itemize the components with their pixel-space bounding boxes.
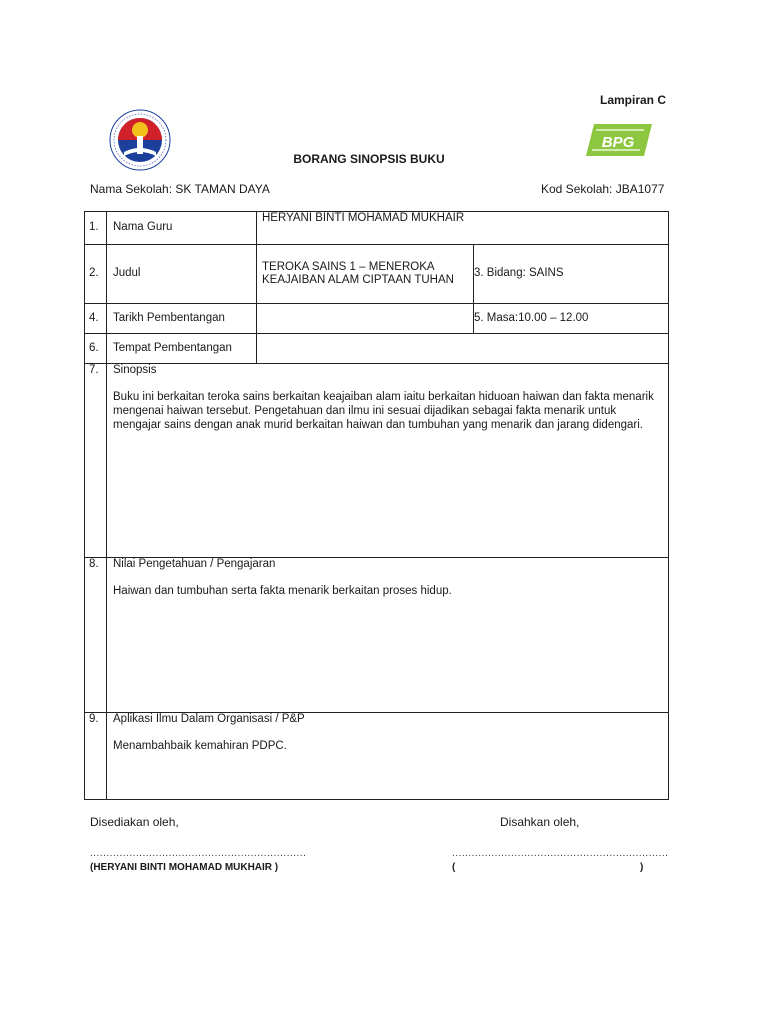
approver-bracket-close: ) <box>640 862 644 873</box>
row-number: 9. <box>85 713 107 800</box>
synopsis-form-table <box>84 211 669 800</box>
tempat-value <box>257 334 669 364</box>
field-label: Judul <box>107 245 257 304</box>
field-label: Tarikh Pembentangan <box>107 304 257 334</box>
sinopsis-text: Buku ini berkaitan teroka sains berkaitan keajaiban alam iaitu berkaitan hiduoan haiwan dan fakta menarik mengenai haiwan tersebut. Pengetahuan dan ilmu ini sesuai dijadikan sebagai fakta menarik untuk mengajar sains dengan anak murid berkaitan haiwan dan tumbuhan yang menarik dan jarang didengari. <box>113 391 654 431</box>
preparer-name: (HERYANI BINTI MOHAMAD MUKHAIR ) <box>90 862 279 873</box>
table-row <box>85 212 669 245</box>
page-title <box>0 152 768 166</box>
table-row <box>85 304 669 334</box>
table-row <box>85 364 669 558</box>
field-label: Tempat Pembentangan <box>107 334 257 364</box>
row-number: 7. <box>85 364 107 558</box>
field-label: Aplikasi Ilmu Dalam Organisasi / P&P <box>113 713 305 725</box>
school-code: Kod Sekolah: JBA1077 <box>541 182 665 196</box>
field-label: Nama Guru <box>107 212 257 245</box>
nama-guru-value: HERYANI BINTI MOHAMAD MUKHAIR <box>257 212 669 245</box>
sinopsis-cell <box>107 364 669 558</box>
lampiran-label: Lampiran C <box>600 93 667 107</box>
approved-by-label: Disahkan oleh, <box>500 815 580 829</box>
bpg-logo-text: BPG <box>601 134 635 151</box>
judul-value: TEROKA SAINS 1 – MENEROKA KEAJAIBAN ALAM CIPTAAN TUHAN <box>257 245 474 304</box>
school-name: Nama Sekolah: SK TAMAN DAYA <box>90 182 270 196</box>
nilai-cell <box>107 558 669 713</box>
tarikh-value <box>257 304 474 334</box>
masa-value: 5. Masa:10.00 – 12.00 <box>474 304 669 334</box>
signature-line-left: .................................................................. <box>90 848 307 859</box>
nilai-text: Haiwan dan tumbuhan serta fakta menarik berkaitan proses hidup. <box>113 585 452 598</box>
row-number: 2. <box>85 245 107 304</box>
signature-line-right: .................................................................. <box>452 848 669 859</box>
row-number: 8. <box>85 558 107 713</box>
field-label: Nilai Pengetahuan / Pengajaran <box>113 558 276 570</box>
row-number: 6. <box>85 334 107 364</box>
field-label: Sinopsis <box>113 364 157 376</box>
aplikasi-cell <box>107 713 669 800</box>
table-row <box>85 713 669 800</box>
prepared-by-label: Disediakan oleh, <box>90 815 179 829</box>
row-number: 4. <box>85 304 107 334</box>
row-number: 1. <box>85 212 107 245</box>
bidang-value: 3. Bidang: SAINS <box>474 245 669 304</box>
approver-bracket-open: ( <box>452 862 456 873</box>
table-row <box>85 334 669 364</box>
aplikasi-text: Menambahbaik kemahiran PDPC. <box>113 740 287 753</box>
table-row <box>85 245 669 304</box>
table-row <box>85 558 669 713</box>
page-title-text: BORANG SINOPSIS BUKU <box>293 152 445 166</box>
